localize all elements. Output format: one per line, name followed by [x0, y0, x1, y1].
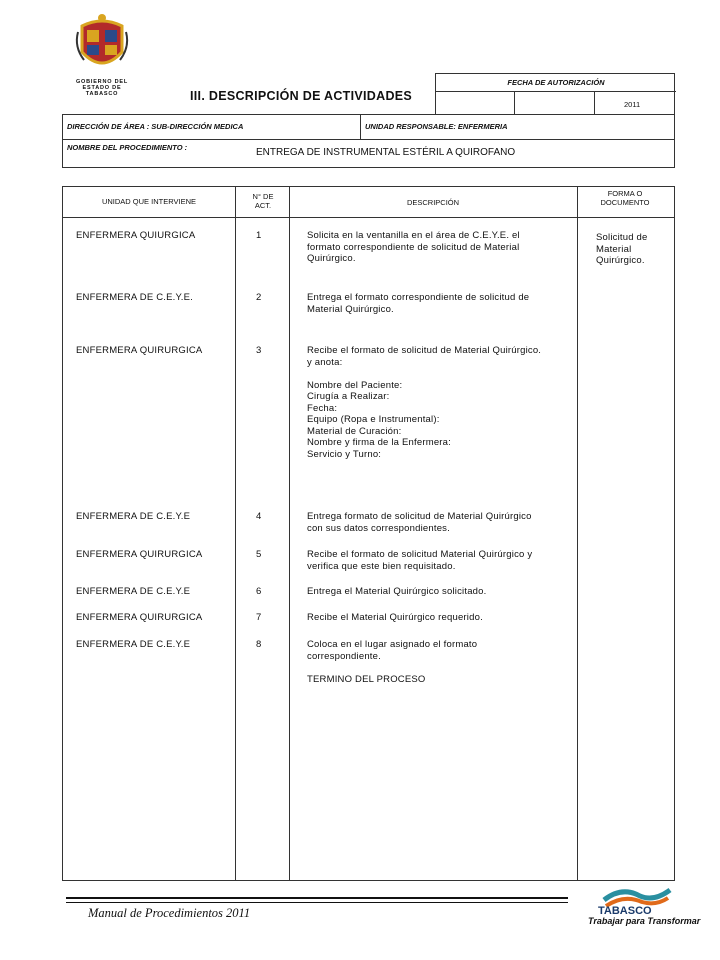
row-8-desc: Coloca en el lugar asignado el formato correspondiente. TERMINO DEL PROCESO [307, 639, 478, 685]
row-7-desc: Recibe el Material Quirúrgico requerido. [307, 612, 483, 623]
row-3-num: 3 [256, 345, 262, 356]
header-num: N° DE ACT. [252, 192, 274, 210]
row-1-form: Solicitud de Material Quirúrgico. [596, 232, 648, 266]
row-2-unit: ENFERMERA DE C.E.Y.E. [76, 292, 193, 303]
row-3-unit: ENFERMERA QUIRURGICA [76, 345, 203, 356]
divider [514, 91, 515, 115]
row-1-num: 1 [256, 230, 262, 241]
authorization-label: FECHA DE AUTORIZACIÓN [507, 78, 605, 87]
header-form: FORMA O DOCUMENTO [600, 189, 650, 207]
unit-label: UNIDAD RESPONSABLE: ENFERMERIA [365, 122, 508, 131]
brand-name: TABASCO [598, 905, 652, 917]
row-4-unit: ENFERMERA DE C.E.Y.E [76, 511, 191, 522]
table-header-divider [63, 217, 674, 218]
row-2-num: 2 [256, 292, 262, 303]
section-title: III. DESCRIPCIÓN DE ACTIVIDADES [190, 89, 413, 103]
row-8-num: 8 [256, 639, 262, 650]
row-6-desc: Entrega el Material Quirúrgico solicitado. [307, 586, 487, 597]
procedure-name: ENTREGA DE INSTRUMENTAL ESTÉRIL A QUIROFANO [256, 147, 516, 158]
divider [360, 115, 361, 139]
tabasco-brand-logo [588, 884, 701, 934]
area-label: DIRECCIÓN DE ÁREA : SUB-DIRECCIÓN MEDICA [67, 122, 244, 131]
row-7-num: 7 [256, 612, 262, 623]
header-unit: UNIDAD QUE INTERVIENE [101, 197, 197, 206]
column-divider [289, 187, 290, 880]
divider [436, 91, 676, 92]
procedure-label: NOMBRE DEL PROCEDIMIENTO : [67, 143, 188, 152]
header-desc: DESCRIPCIÓN [406, 198, 460, 207]
authorization-year: 2011 [624, 100, 641, 109]
row-1-desc: Solicita en la ventanilla en el área de C.E.Y.E. el formato correspondiente de solicitud de Material Quirúrgico. [307, 230, 520, 264]
row-3-desc: Recibe el formato de solicitud de Material Quirúrgico. y anota: Nombre del Paciente: Cirugía a Realizar: Fecha: Equipo (Ropa e Instrumental): Material de Curación: Nombre y firma de la Enfermera: Servicio y Turno: [307, 345, 542, 460]
row-4-num: 4 [256, 511, 262, 522]
crest-caption: GOBIERNO DEL ESTADO DE TABASCO [75, 79, 129, 97]
row-5-num: 5 [256, 549, 262, 560]
row-6-num: 6 [256, 586, 262, 597]
row-6-unit: ENFERMERA DE C.E.Y.E [76, 586, 191, 597]
row-8-unit: ENFERMERA DE C.E.Y.E [76, 639, 191, 650]
column-divider [235, 187, 236, 880]
row-5-unit: ENFERMERA QUIRURGICA [76, 549, 203, 560]
footer-rule [66, 897, 568, 903]
row-1-unit: ENFERMERA QUIURGICA [76, 230, 196, 241]
government-crest-logo [72, 12, 132, 97]
divider [594, 91, 595, 115]
row-2-desc: Entrega el formato correspondiente de solicitud de Material Quirúrgico. [307, 292, 530, 315]
procedure-row [62, 139, 675, 168]
manual-footer: Manual de Procedimientos 2011 [88, 906, 251, 920]
row-7-unit: ENFERMERA QUIRURGICA [76, 612, 203, 623]
column-divider [577, 187, 578, 880]
row-5-desc: Recibe el formato de solicitud Material Quirúrgico y verifica que este bien requisitado. [307, 549, 533, 572]
brand-slogan: Trabajar para Transformar [588, 916, 701, 926]
authorization-box [435, 73, 675, 115]
area-unit-row [62, 114, 675, 140]
row-4-desc: Entrega formato de solicitud de Material Quirúrgico con sus datos correspondientes. [307, 511, 532, 534]
